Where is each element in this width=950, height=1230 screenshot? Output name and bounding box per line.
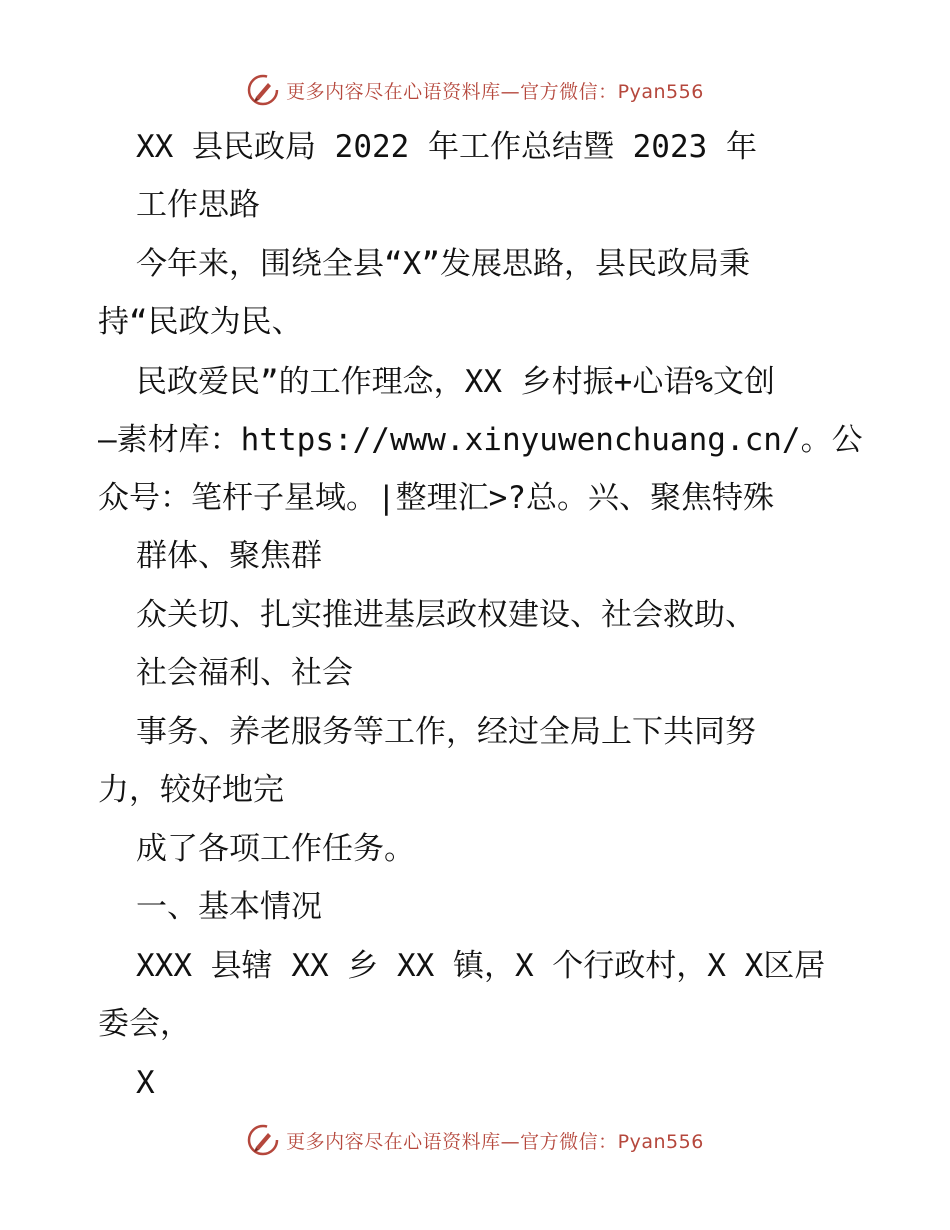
paragraph-line: 持“民政为民、 [98,304,303,340]
paragraph-line: 社会福利、社会 [136,655,353,691]
paragraph-line: 事务、养老服务等工作，经过全局上下共同努 [136,714,756,750]
section-heading: 一、基本情况 [136,889,322,925]
footer-watermark-banner [0,1120,950,1160]
paragraph-line: 群体、聚焦群 [136,538,322,574]
paragraph-line: 委会， [98,1006,191,1042]
pen-logo-icon [246,1123,280,1157]
watermark-text: 更多内容尽在心语资料库—官方微信：Pyan556 [286,1130,704,1153]
document-title-line-2: 工作思路 [136,187,260,223]
header-watermark-banner [0,70,950,110]
paragraph-line: 众号：笔杆子星域。|整理汇>?总。兴、聚焦特殊 [98,480,774,516]
paragraph-line-with-url: —素材库：https://www.xinyuwenchuang.cn/。公 [98,422,863,458]
paragraph-line: 今年来，围绕全县“X”发展思路，县民政局秉 [136,246,750,282]
pen-logo-icon [246,73,280,107]
paragraph-line: XXX 县辖 XX 乡 XX 镇，X 个行政村，X X区居 [136,948,826,984]
paragraph-line: 民政爱民”的工作理念，XX 乡村振+心语%文创 [136,364,775,400]
paragraph-line: 成了各项工作任务。 [136,831,415,867]
paragraph-line: 力，较好地完 [98,772,284,808]
watermark-text: 更多内容尽在心语资料库—官方微信：Pyan556 [286,80,704,103]
document-title-line-1: XX 县民政局 2022 年工作总结暨 2023 年 [136,129,757,165]
paragraph-line: X [136,1065,155,1101]
paragraph-line: 众关切、扎实推进基层政权建设、社会救助、 [136,597,756,633]
